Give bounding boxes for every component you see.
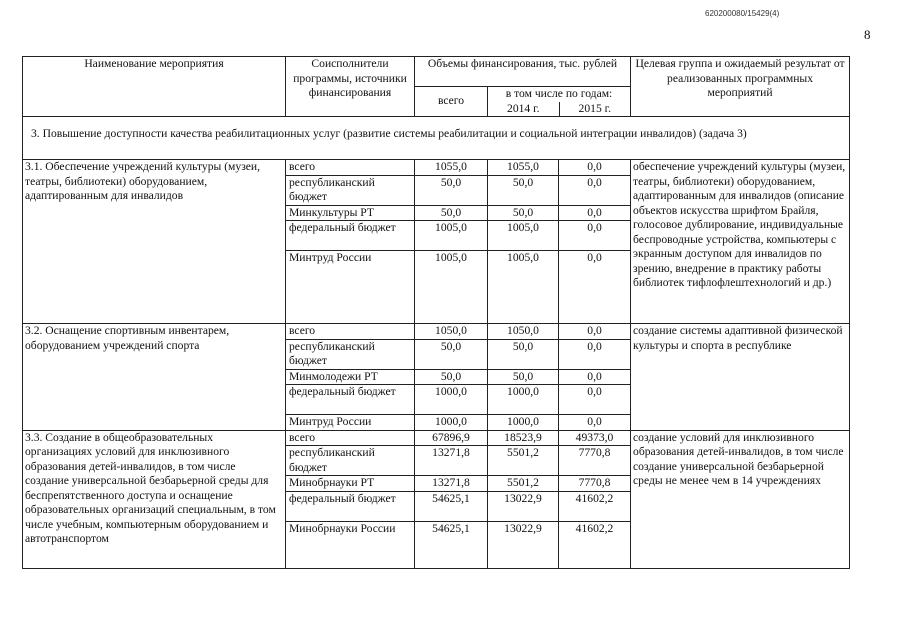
header-executors: Соисполнители программы, источники финансирования xyxy=(286,57,415,117)
amount-total: 1005,0 xyxy=(415,221,488,251)
page-number: 8 xyxy=(864,27,871,42)
funding-source: всего xyxy=(286,160,415,176)
funding-source: республиканский бюджет xyxy=(286,339,415,369)
amount-2014: 50,0 xyxy=(488,369,559,385)
event-name: 3.3. Создание в общеобразовательных организациях условий для инклюзивного образования детей-инвалидов, в том числе создание универсальной безбарьерной среды для беспрепятственного доступа и оснащение образовательных организаций специальным, в том числе учебным, компьютерным оборудованием и автотранспортом xyxy=(23,430,286,568)
amount-2015: 0,0 xyxy=(559,369,631,385)
funding-row xyxy=(23,430,850,446)
amount-2015: 0,0 xyxy=(559,221,631,251)
amount-2015: 7770,8 xyxy=(559,476,631,492)
amount-2015: 0,0 xyxy=(559,324,631,340)
funding-source: Минтруд России xyxy=(286,251,415,324)
section-row xyxy=(23,117,850,160)
amount-total: 50,0 xyxy=(415,369,488,385)
funding-source: федеральный бюджет xyxy=(286,221,415,251)
amount-2014: 50,0 xyxy=(488,205,559,221)
funding-source: всего xyxy=(286,430,415,446)
amount-total: 50,0 xyxy=(415,175,488,205)
amount-2015: 0,0 xyxy=(559,339,631,369)
amount-total: 50,0 xyxy=(415,205,488,221)
amount-2015: 41602,2 xyxy=(559,521,631,568)
funding-source: Минкультуры РТ xyxy=(286,205,415,221)
amount-2014: 1000,0 xyxy=(488,385,559,415)
funding-source: Минмолодежи РТ xyxy=(286,369,415,385)
funding-source: федеральный бюджет xyxy=(286,385,415,415)
funding-source: федеральный бюджет xyxy=(286,491,415,521)
amount-2015: 0,0 xyxy=(559,205,631,221)
amount-2014: 13022,9 xyxy=(488,521,559,568)
document-number: 620200080/15429(4) xyxy=(705,9,780,18)
expected-result: создание условий для инклюзивного образования детей-инвалидов, в том числе создание универсальной безбарьерной среды не менее чем в 14 учреждениях xyxy=(631,430,850,568)
amount-total: 50,0 xyxy=(415,339,488,369)
amount-2014: 18523,9 xyxy=(488,430,559,446)
amount-2014: 5501,2 xyxy=(488,476,559,492)
amount-total: 54625,1 xyxy=(415,491,488,521)
header-funding: Объемы финансирования, тыс. рублей xyxy=(415,57,631,87)
amount-2014: 1005,0 xyxy=(488,221,559,251)
funding-row xyxy=(23,324,850,340)
amount-2015: 0,0 xyxy=(559,175,631,205)
amount-total: 13271,8 xyxy=(415,476,488,492)
funding-row xyxy=(23,160,850,176)
event-name: 3.1. Обеспечение учреждений культуры (музеи, театры, библиотеки) оборудованием, адаптированным для инвалидов xyxy=(23,160,286,324)
funding-source: Минобрнауки России xyxy=(286,521,415,568)
amount-2015: 0,0 xyxy=(559,160,631,176)
amount-2014: 1055,0 xyxy=(488,160,559,176)
amount-2015: 0,0 xyxy=(559,385,631,415)
header-years xyxy=(488,87,631,117)
amount-2014: 5501,2 xyxy=(488,446,559,476)
amount-2014: 13022,9 xyxy=(488,491,559,521)
amount-2014: 1005,0 xyxy=(488,251,559,324)
amount-2015: 0,0 xyxy=(559,251,631,324)
header-year-2014: 2014 г. xyxy=(507,101,540,115)
amount-total: 1055,0 xyxy=(415,160,488,176)
amount-2014: 50,0 xyxy=(488,175,559,205)
header-by-years: в том числе по годам: xyxy=(505,87,613,100)
amount-total: 1050,0 xyxy=(415,324,488,340)
funding-source: республиканский бюджет xyxy=(286,175,415,205)
amount-2015: 0,0 xyxy=(559,415,631,431)
expected-result: обеспечение учреждений культуры (музеи, театры, библиотеки) оборудованием, адаптированным для инвалидов (описание объектов искусства шрифтом Брайля, голосовое дублирование, индивидуальные беспроводные устройства, компьютеры с экранным доступом для инвалидов по зрению, внедрение в практику работы библиотек тифлофлештехнологий и др.) xyxy=(631,160,850,324)
amount-total: 54625,1 xyxy=(415,521,488,568)
header-row xyxy=(23,57,850,87)
amount-2014: 50,0 xyxy=(488,339,559,369)
header-target: Целевая группа и ожидаемый результат от реализованных программных мероприятий xyxy=(631,57,850,117)
funding-source: республиканский бюджет xyxy=(286,446,415,476)
amount-2015: 41602,2 xyxy=(559,491,631,521)
amount-2014: 1000,0 xyxy=(488,415,559,431)
header-year-2015: 2015 г. xyxy=(559,102,631,117)
funding-source: всего xyxy=(286,324,415,340)
funding-source: Минтруд России xyxy=(286,415,415,431)
expected-result: создание системы адаптивной физической культуры и спорта в республике xyxy=(631,324,850,431)
header-event: Наименование мероприятия xyxy=(23,57,286,117)
amount-2015: 7770,8 xyxy=(559,446,631,476)
amount-total: 13271,8 xyxy=(415,446,488,476)
amount-total: 67896,9 xyxy=(415,430,488,446)
section-title: 3. Повышение доступности качества реабилитационных услуг (развитие системы реабилитации и социальной интеграции инвалидов) (задача 3) xyxy=(23,117,850,160)
header-total: всего xyxy=(415,87,488,117)
event-name: 3.2. Оснащение спортивным инвентарем, оборудованием учреждений спорта xyxy=(23,324,286,431)
amount-total: 1000,0 xyxy=(415,415,488,431)
amount-total: 1005,0 xyxy=(415,251,488,324)
funding-table xyxy=(22,56,850,569)
amount-2014: 1050,0 xyxy=(488,324,559,340)
amount-2015: 49373,0 xyxy=(559,430,631,446)
amount-total: 1000,0 xyxy=(415,385,488,415)
funding-source: Минобрнауки РТ xyxy=(286,476,415,492)
